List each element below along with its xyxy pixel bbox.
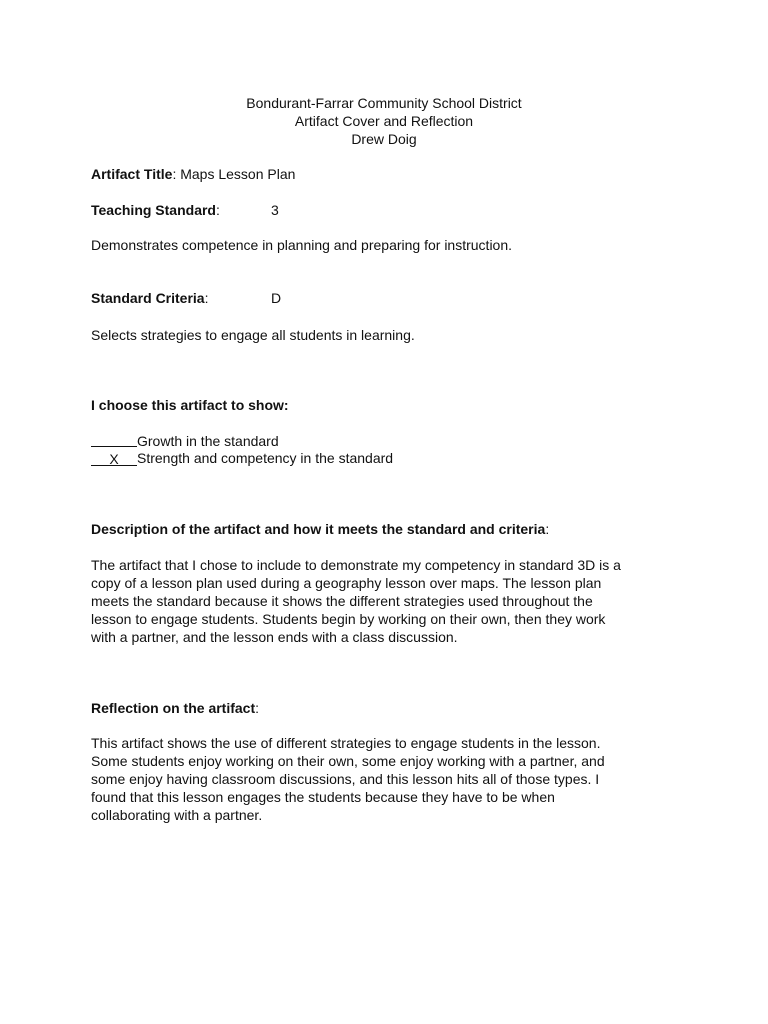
document-title: Artifact Cover and Reflection <box>294 113 474 129</box>
choose-heading <box>91 396 671 414</box>
paragraph-line: found that this lesson engages the students because they have to be when <box>91 789 555 805</box>
paragraph-line: with a partner, and the lesson ends with a class discussion. <box>91 629 458 645</box>
choose-heading-text: I choose this artifact to show: <box>91 397 289 413</box>
teaching-standard-text: Demonstrates competence in planning and preparing for instruction. <box>91 237 513 253</box>
reflection-heading-colon: : <box>255 700 260 716</box>
teaching-standard-row <box>91 201 671 219</box>
paragraph-line: The artifact that I chose to include to demonstrate my competency in standard 3D is a <box>91 557 621 573</box>
reflection-heading-text: Reflection on the artifact <box>91 700 256 716</box>
teaching-standard-label: Teaching Standard <box>91 202 216 218</box>
description-heading <box>91 520 671 538</box>
option-blank: X <box>91 451 137 466</box>
choose-option-growth <box>91 431 671 449</box>
paragraph-line: This artifact shows the use of different strategies to engage students in the lesson. <box>91 735 601 751</box>
paragraph-line: Some students enjoy working on their own, some enjoy working with a partner, and <box>91 753 605 769</box>
author-name: Drew Doig <box>351 131 417 147</box>
description-heading-colon: : <box>545 521 550 537</box>
description-heading-text: Description of the artifact and how it meets the standard and criteria <box>91 521 546 537</box>
option-label: Growth in the standard <box>137 433 279 449</box>
paragraph-line: collaborating with a partner. <box>91 807 263 823</box>
district-name: Bondurant-Farrar Community School District <box>246 95 522 111</box>
paragraph-line: some enjoy having classroom discussions, and this lesson hits all of those types. I <box>91 771 600 787</box>
standard-criteria-value: D <box>271 290 282 306</box>
paragraph-line: lesson to engage students. Students begin by working on their own, then they work <box>91 611 606 627</box>
reflection-paragraph <box>91 734 671 824</box>
choose-option-strength <box>91 449 671 467</box>
choose-options <box>91 431 671 467</box>
standard-criteria-colon: : <box>204 290 209 306</box>
option-blank <box>91 432 137 447</box>
artifact-title-row <box>91 165 671 183</box>
option-label: Strength and competency in the standard <box>137 450 394 466</box>
artifact-title-label: Artifact Title <box>91 166 173 182</box>
artifact-title-value: : Maps Lesson Plan <box>172 166 296 182</box>
teaching-standard-value: 3 <box>271 202 279 218</box>
standard-criteria-label: Standard Criteria <box>91 290 205 306</box>
teaching-standard-colon: : <box>215 202 220 218</box>
paragraph-line: meets the standard because it shows the different strategies used throughout the <box>91 593 593 609</box>
standard-criteria-text: Selects strategies to engage all students in learning. <box>91 327 415 343</box>
reflection-heading <box>91 699 671 717</box>
description-paragraph <box>91 556 671 646</box>
standard-criteria-description <box>91 326 671 344</box>
paragraph-line: copy of a lesson plan used during a geography lesson over maps. The lesson plan <box>91 575 602 591</box>
teaching-standard-description <box>91 236 671 254</box>
document-header <box>0 94 768 148</box>
standard-criteria-row <box>91 289 671 307</box>
